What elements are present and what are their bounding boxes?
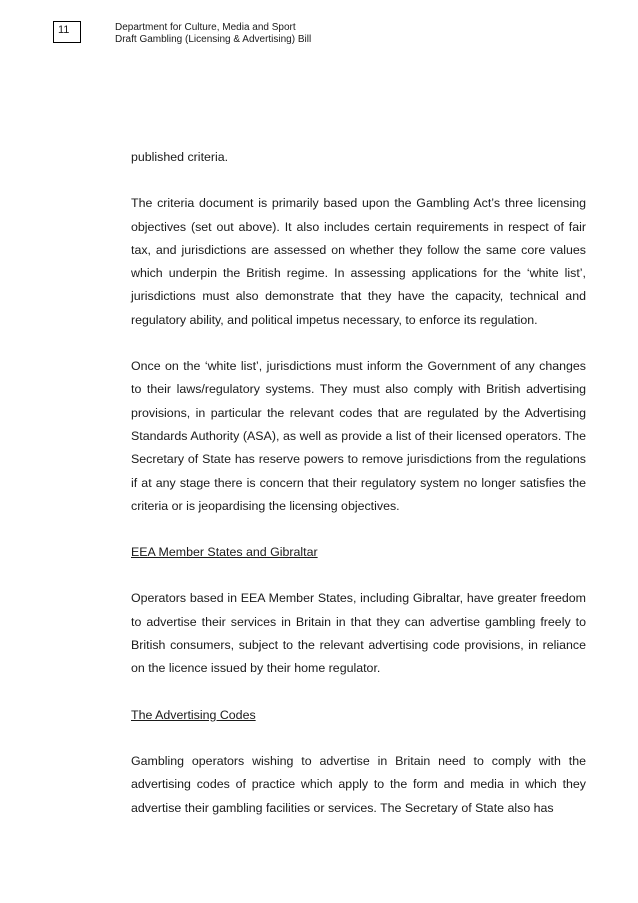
header-department: Department for Culture, Media and Sport	[115, 22, 296, 33]
page-number: 11	[53, 21, 81, 43]
paragraph-eea-operators: Operators based in EEA Member States, including Gibraltar, have greater freedom to advertise their services in Britain in that they can advertise gambling freely to British consumers, subject to the relevant advertising code provisions, in reliance on the licence issued by their home regulator.	[131, 591, 586, 676]
paragraph-criteria-document: The criteria document is primarily based upon the Gambling Act’s three licensing objectives (set out above). It also includes certain requirements in respect of fair tax, and jurisdictions are assessed on whether they follow the same core values which underpin the British regime. In assessing applications for the ‘white list’, jurisdictions must also demonstrate that they have the capacity, technical and regulatory ability, and political impetus necessary, to enforce its regulation.	[131, 196, 586, 327]
header-bill-title: Draft Gambling (Licensing & Advertising) Bill	[115, 34, 312, 45]
document-body	[131, 146, 586, 820]
paragraph-white-list: Once on the ‘white list’, jurisdictions must inform the Government of any changes to their laws/regulatory systems. They must also comply with British advertising provisions, in particular the relevant codes that are regulated by the Advertising Standards Authority (ASA), as well as provide a list of their licensed operators. The Secretary of State has reserve powers to remove jurisdictions from the regulations if at any stage there is concern that their regulatory system no longer satisfies the criteria or is jeopardising the licensing objectives.	[131, 359, 586, 513]
section-heading-advertising-codes: The Advertising Codes	[131, 707, 256, 722]
section-heading-eea: EEA Member States and Gibraltar	[131, 545, 318, 560]
paragraph-published-criteria: published criteria.	[131, 150, 229, 164]
document-header	[115, 22, 311, 46]
paragraph-advertising-codes: Gambling operators wishing to advertise in Britain need to comply with the advertising codes of practice which apply to the form and media in which they advertise their gambling facilities or services. The Secretary of State also has	[131, 753, 586, 815]
